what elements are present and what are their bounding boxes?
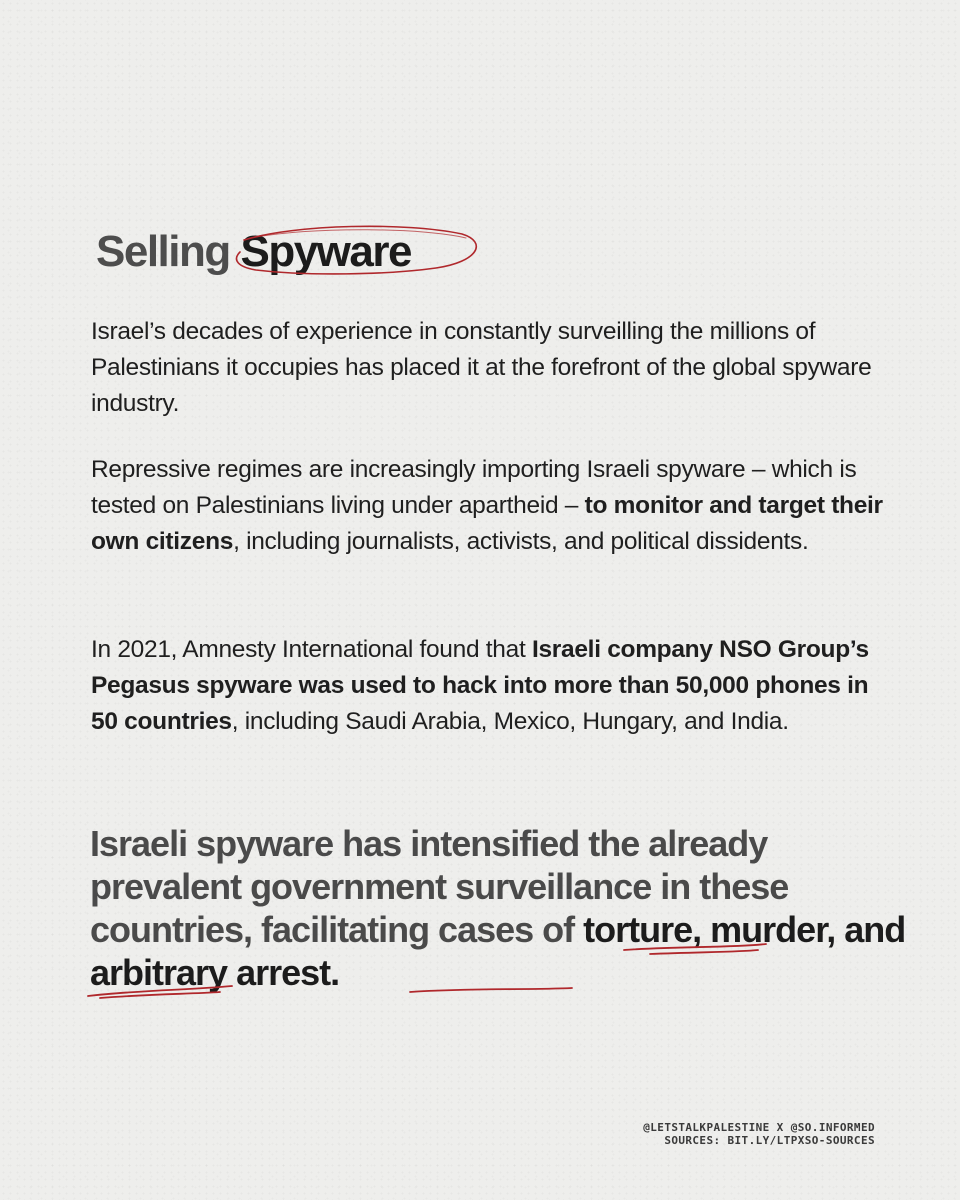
title-part-spyware: Spyware	[240, 227, 411, 276]
statement-emphasis-murder: murder,	[710, 909, 836, 950]
p2-bold: to monitor and target their own citizens	[91, 492, 883, 555]
p3-text-after: , including Saudi Arabia, Mexico, Hungary, and India.	[231, 708, 789, 735]
key-statement	[90, 822, 910, 994]
statement-emphasis-torture: torture,	[583, 909, 702, 950]
paragraph-surveillance-experience	[91, 314, 891, 422]
statement-end: .	[330, 952, 340, 993]
p3-text-before: In 2021, Amnesty International found that	[91, 636, 532, 663]
p2-text-after: , including journalists, activists, and political dissidents.	[233, 528, 809, 555]
title-part-selling: Selling	[96, 227, 241, 276]
p2-text-before: Repressive regimes are increasingly importing Israeli spyware – which is tested on Palestinians living under apartheid –	[91, 456, 857, 519]
title-circle-scribble	[226, 220, 486, 278]
p3-bold: Israeli company NSO Group’s Pegasus spyware was used to hack into more than 50,000 phones in 50 countries	[91, 636, 869, 735]
credits-handles: @LETSTALKPALESTINE X @SO.INFORMED	[643, 1121, 875, 1134]
statement-text-before: Israeli spyware has intensified the already prevalent government surveillance in these countries, facilitating cases of	[90, 823, 789, 950]
p1-text: Israel’s decades of experience in constantly surveilling the millions of Palestinians it occupies has placed it at the forefront of the global spyware industry.	[91, 318, 872, 417]
statement-middle: and	[835, 909, 906, 950]
paragraph-repressive-regimes	[91, 452, 891, 560]
credits-block	[643, 1121, 875, 1147]
paragraph-amnesty-finding	[91, 632, 891, 740]
credits-sources: SOURCES: BIT.LY/LTPXSO-SOURCES	[664, 1134, 875, 1147]
statement-emphasis-arbitrary-arrest: arbitrary arrest	[90, 952, 331, 993]
